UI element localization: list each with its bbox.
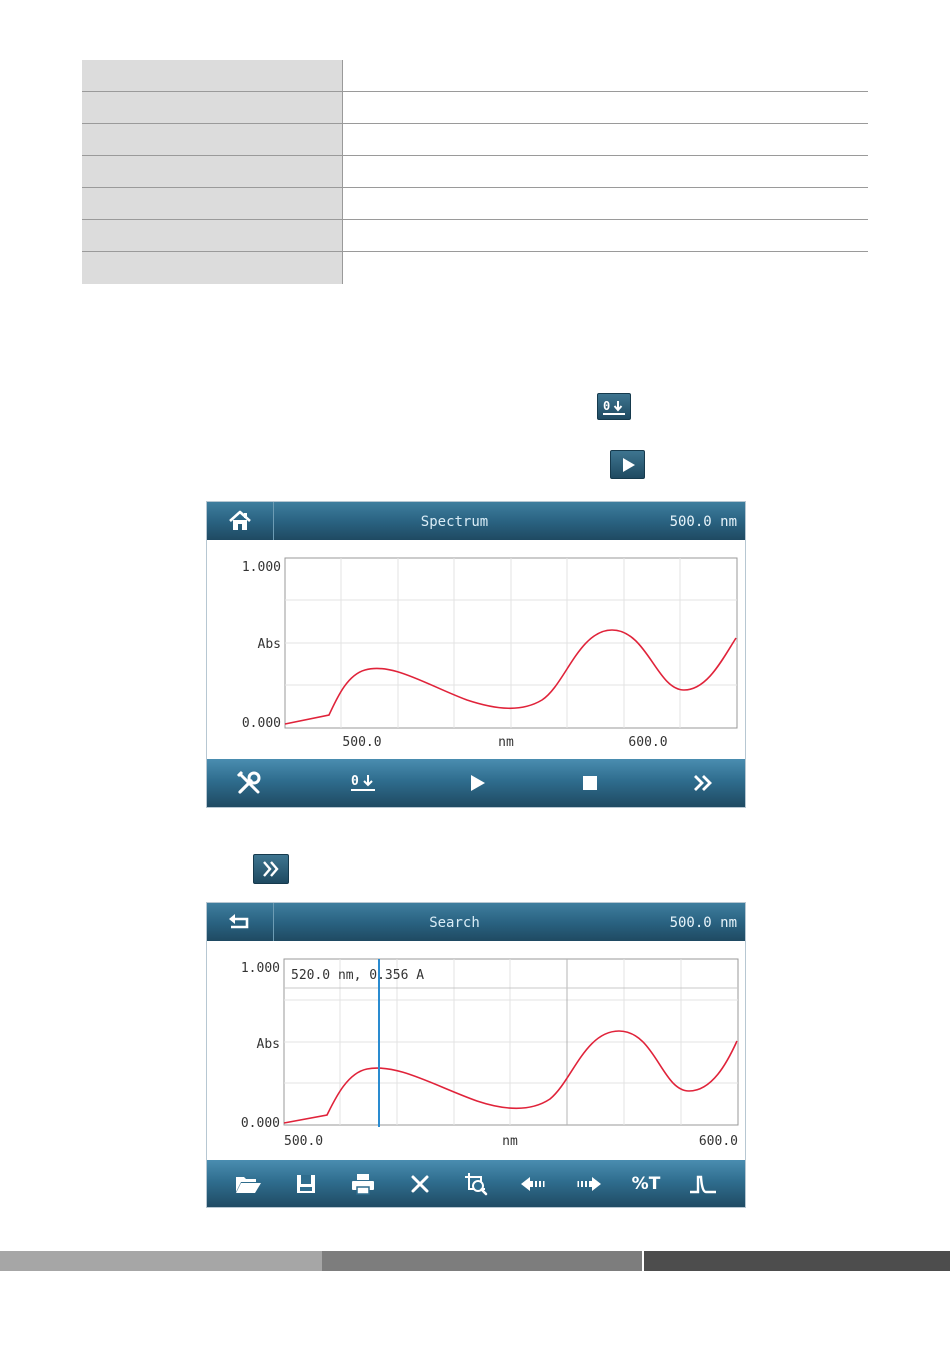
table-cell	[82, 124, 343, 155]
table-row	[82, 220, 868, 252]
percent-t-button[interactable]	[621, 1160, 671, 1208]
percent-t-icon: %T	[631, 1174, 661, 1194]
more-icon	[260, 859, 282, 879]
back-button[interactable]	[207, 903, 274, 941]
x-axis-left-label: 500.0	[342, 735, 382, 750]
table-cell	[343, 92, 868, 123]
home-button[interactable]	[207, 502, 274, 540]
table-cell	[82, 156, 343, 187]
x-axis-label: nm	[498, 735, 514, 750]
peak-button[interactable]	[678, 1160, 728, 1208]
y-axis-label: Abs	[256, 1037, 280, 1052]
table-cell	[343, 156, 868, 187]
zero-label: 0	[351, 774, 359, 789]
footer-bar-dark	[644, 1251, 950, 1271]
screen-title: Spectrum	[420, 514, 489, 530]
zoom-region-icon	[463, 1171, 489, 1197]
home-icon	[228, 510, 252, 532]
table-cell	[343, 60, 868, 91]
table-cell	[343, 252, 868, 284]
x-axis-right-label: 600.0	[628, 735, 668, 750]
table-cell	[82, 188, 343, 219]
table-cell	[343, 220, 868, 251]
screen-title: Search	[429, 915, 480, 931]
y-axis-top-label: 1.000	[240, 961, 280, 976]
y-axis-bottom-label: 0.000	[241, 716, 281, 731]
table-cell	[82, 220, 343, 251]
arrow-left-icon	[519, 1174, 547, 1194]
wavelength-readout: 500.0 nm	[669, 514, 737, 530]
x-axis-right-label: 600.0	[698, 1134, 738, 1149]
table-row	[82, 188, 868, 220]
play-icon	[466, 772, 488, 794]
zero-label: 0	[603, 398, 611, 413]
table-cell	[82, 92, 343, 123]
move-left-button[interactable]	[508, 1160, 558, 1208]
table-cell	[343, 124, 868, 155]
save-icon	[294, 1172, 318, 1196]
wavelength-readout: 500.0 nm	[669, 915, 737, 931]
more-button[interactable]	[253, 854, 289, 884]
peak-icon	[688, 1173, 718, 1195]
table-row	[82, 60, 868, 92]
move-right-button[interactable]	[564, 1160, 614, 1208]
table-row	[82, 252, 868, 284]
x-axis-label: nm	[502, 1134, 518, 1149]
open-button[interactable]	[223, 1160, 273, 1208]
more-button[interactable]	[675, 759, 731, 807]
zero-baseline-icon	[348, 771, 378, 795]
play-button[interactable]	[610, 450, 645, 479]
delete-button[interactable]	[395, 1160, 445, 1208]
stop-button[interactable]	[562, 759, 618, 807]
arrow-right-icon	[575, 1174, 603, 1194]
y-axis-top-label: 1.000	[241, 560, 281, 575]
spectrum-screen	[206, 501, 746, 808]
print-icon	[350, 1172, 376, 1196]
delete-icon	[409, 1173, 431, 1195]
more-icon	[691, 772, 715, 794]
save-button[interactable]	[281, 1160, 331, 1208]
zero-baseline-button[interactable]	[335, 759, 391, 807]
stop-icon	[580, 773, 600, 793]
y-axis-bottom-label: 0.000	[240, 1116, 280, 1131]
spectrum-plot	[207, 540, 745, 758]
settings-button[interactable]	[221, 759, 277, 807]
back-arrow-icon	[227, 912, 253, 932]
search-plot	[207, 941, 745, 1159]
zoom-region-button[interactable]	[451, 1160, 501, 1208]
zero-baseline-icon	[600, 397, 628, 417]
settings-tools-icon	[236, 770, 262, 796]
x-axis-left-label: 500.0	[284, 1134, 324, 1149]
print-button[interactable]	[338, 1160, 388, 1208]
zero-baseline-button[interactable]	[597, 393, 631, 420]
title-bar	[207, 903, 745, 941]
table-cell	[82, 60, 343, 91]
bottom-toolbar	[207, 1160, 745, 1208]
play-icon	[618, 455, 638, 475]
table-row	[82, 92, 868, 124]
table-row	[82, 156, 868, 188]
footer-bar-light	[0, 1251, 322, 1271]
y-axis-label: Abs	[257, 637, 281, 652]
cursor-readout: 520.0 nm, 0.356 A	[291, 968, 425, 983]
search-screen	[206, 902, 746, 1208]
table-cell	[343, 188, 868, 219]
parameter-table	[82, 60, 868, 284]
open-folder-icon	[234, 1173, 262, 1195]
table-row	[82, 124, 868, 156]
footer-bar-mid	[322, 1251, 642, 1271]
table-cell	[82, 252, 343, 284]
bottom-toolbar	[207, 759, 745, 807]
title-bar	[207, 502, 745, 540]
play-button[interactable]	[449, 759, 505, 807]
